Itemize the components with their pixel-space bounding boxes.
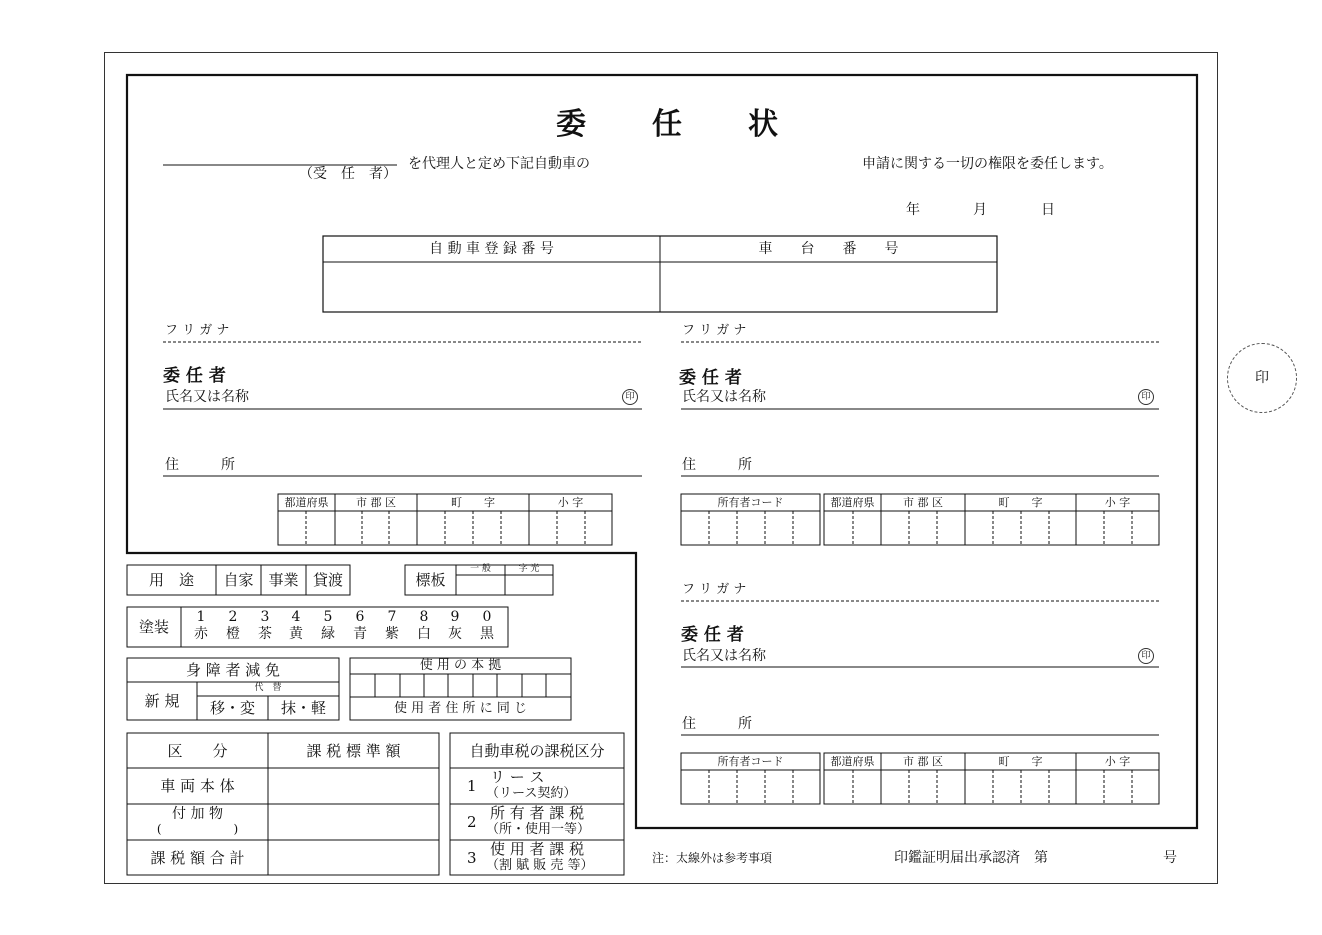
- code-owner: 所有者コード: [717, 495, 784, 509]
- tax-standard-header: 課 税 標 準 額: [306, 741, 401, 760]
- code-small: 小 字: [557, 495, 584, 509]
- code-small: 小 字: [1104, 495, 1131, 509]
- seal-icon: 印: [1138, 648, 1154, 664]
- name-label: 氏名又は名称: [165, 389, 249, 405]
- code-town: 町 字: [451, 495, 495, 509]
- reference-note: 注：太線外は参考事項: [652, 851, 773, 865]
- paint-color: 赤: [194, 625, 208, 642]
- tax-class-sub: （リース契約）: [486, 786, 577, 801]
- disability-header: 身 障 者 減 免: [185, 661, 281, 680]
- tax-class-name: リ ー ス: [490, 768, 545, 786]
- chassis-number-header: 車 台 番 号: [758, 240, 899, 257]
- tax-row-label: 課 税 額 合 計: [150, 848, 245, 867]
- date-day: 日: [1041, 202, 1055, 218]
- agent-label: （受 任 者）: [299, 166, 397, 182]
- usage-label: 用 途: [148, 571, 194, 590]
- address-label: 住 所: [682, 716, 752, 732]
- address-label: 住 所: [682, 457, 752, 473]
- code-town: 町 字: [998, 754, 1043, 768]
- paint-label: 塗装: [138, 618, 169, 637]
- tax-class-num: 1: [467, 777, 477, 795]
- tax-class-sub: （所・使用一等）: [486, 822, 591, 837]
- paint-number: 5: [323, 609, 333, 626]
- code-prefecture: 都道府県: [284, 495, 329, 509]
- tax-row-paren: ( ): [156, 822, 239, 837]
- code-city: 市 郡 区: [903, 495, 943, 509]
- paint-color: 黄: [289, 625, 303, 642]
- code-city: 市 郡 区: [356, 495, 396, 509]
- furigana-label: フ リ ガ ナ: [682, 323, 747, 338]
- tax-class-header: 自動車税の課税区分: [469, 741, 605, 760]
- disability-transfer: 移・変: [209, 699, 255, 718]
- date-month: 月: [973, 202, 987, 218]
- tax-class-sub: （割 賦 販 売 等）: [486, 858, 594, 873]
- code-city: 市 郡 区: [903, 754, 943, 768]
- paint-color: 橙: [226, 625, 240, 642]
- paint-number: 7: [387, 609, 397, 626]
- intro-left-text: を代理人と定め下記自動車の: [408, 156, 590, 172]
- usage-option: 事業: [268, 571, 299, 590]
- paint-number: 8: [419, 609, 429, 626]
- usage-base-same: 使 用 者 住 所 に 同 じ: [394, 700, 527, 716]
- furigana-label: フ リ ガ ナ: [165, 323, 230, 338]
- disability-new: 新 規: [144, 691, 180, 710]
- seal-icon: 印: [1138, 389, 1154, 405]
- name-label: 氏名又は名称: [682, 648, 766, 664]
- address-label: 住 所: [165, 457, 235, 473]
- seal-circle: 印: [1227, 343, 1297, 413]
- paint-color: 緑: [321, 625, 335, 642]
- tax-class-name: 使 用 者 課 税: [490, 840, 585, 858]
- plate-sub: 一 般: [470, 564, 491, 575]
- paint-color: 灰: [448, 625, 462, 642]
- name-label: 氏名又は名称: [682, 389, 766, 405]
- disability-erase: 抹・軽: [280, 699, 326, 718]
- furigana-label: フ リ ガ ナ: [682, 582, 747, 597]
- tax-class-num: 3: [467, 849, 477, 867]
- mandator-label: 委 任 者: [679, 368, 742, 388]
- tax-row-label: 車 両 本 体: [160, 777, 235, 796]
- code-owner: 所有者コード: [717, 754, 784, 768]
- paint-number: 1: [196, 609, 206, 626]
- paint-number: 3: [260, 609, 270, 626]
- mandator-label: 委 任 者: [163, 366, 226, 386]
- intro-right-text: 申請に関する一切の権限を委任します。: [862, 156, 1113, 172]
- mandator-label: 委 任 者: [681, 625, 744, 645]
- paint-number: 2: [228, 609, 238, 626]
- paint-number: 6: [355, 609, 365, 626]
- paint-color: 茶: [258, 625, 272, 642]
- paint-number: 0: [482, 609, 492, 626]
- code-town: 町 字: [998, 495, 1043, 509]
- tax-class-name: 所 有 者 課 税: [490, 804, 585, 822]
- tax-row-label: 付 加 物: [172, 806, 223, 823]
- plate-label: 標板: [415, 571, 446, 590]
- code-prefecture: 都道府県: [830, 754, 875, 768]
- usage-option: 自家: [223, 571, 254, 590]
- paint-color: 黒: [480, 625, 494, 642]
- seal-icon: 印: [622, 389, 638, 405]
- paint-color: 青: [353, 625, 367, 642]
- plate-sub: 字 光: [518, 564, 540, 575]
- paint-number: 9: [450, 609, 460, 626]
- usage-base-header: 使 用 の 本 拠: [419, 658, 502, 674]
- certificate-text: 印鑑証明届出承認済 第: [894, 850, 1048, 866]
- document-title: 委 任 状: [556, 107, 780, 142]
- date-year: 年: [906, 202, 920, 218]
- disability-substitute: 代 替: [254, 683, 282, 694]
- paint-color: 白: [417, 625, 431, 642]
- code-prefecture: 都道府県: [830, 495, 875, 509]
- tax-category-header: 区 分: [167, 741, 228, 760]
- number-suffix: 号: [1163, 850, 1177, 866]
- paint-number: 4: [291, 609, 301, 626]
- tax-class-num: 2: [467, 813, 477, 831]
- usage-option: 貸渡: [312, 571, 343, 590]
- code-small: 小 字: [1104, 754, 1131, 768]
- paint-color: 紫: [385, 625, 399, 642]
- reg-number-header: 自 動 車 登 録 番 号: [429, 240, 554, 257]
